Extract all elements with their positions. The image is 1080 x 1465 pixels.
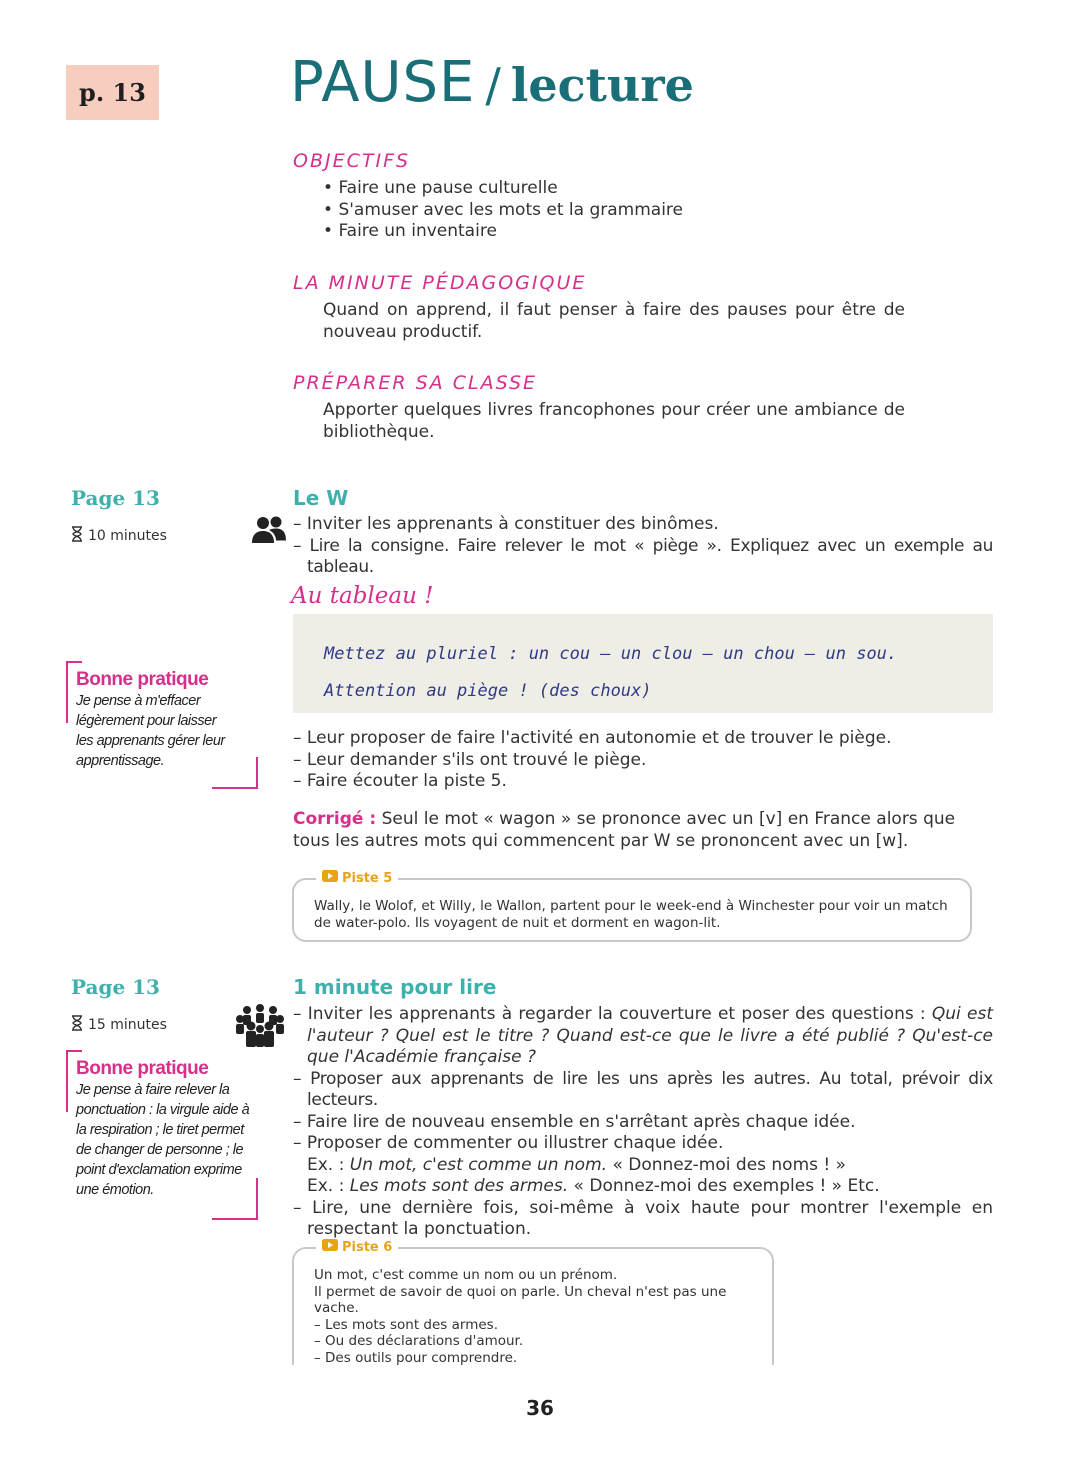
bonne-pratique-text: Je pense à faire relever la ponctuation : la virgule aide à la respiration ; le tiret permet de changer de personne ; le point d'exclamation exprime une émotion. xyxy=(76,1082,250,1198)
activity2-page-label: Page 13 xyxy=(71,975,160,999)
activity1-steps-after xyxy=(293,728,993,793)
play-icon xyxy=(322,870,338,886)
list-item: Ex. : Les mots sont des armes. « Donnez-moi des exemples ! » Etc. xyxy=(307,1176,880,1196)
tableau-title: Au tableau ! xyxy=(291,583,434,609)
bonne-pratique-title: Bonne pratique xyxy=(76,669,209,690)
hourglass-icon xyxy=(71,1015,83,1035)
list-item: Ex. : Un mot, c'est comme un nom. « Donnez-moi des noms ! » xyxy=(307,1154,847,1175)
list-item: – Inviter les apprenants à regarder la couverture et poser des questions : Qui est l'auteur ? Quel est le titre ? Quand est-ce que le livre a été publié ? Qu'est-ce que l'Académie française ? xyxy=(293,1004,993,1067)
list-item: – Faire lire de nouveau ensemble en s'arrêtant après chaque idée. xyxy=(293,1111,856,1132)
list-item: – Proposer aux apprenants de lire les uns après les autres. Au total, prévoir dix lecteurs. xyxy=(293,1068,993,1110)
list-item: • S'amuser avec les mots et la grammaire xyxy=(323,199,683,220)
list-item: – Leur proposer de faire l'activité en autonomie et de trouver le piège. xyxy=(293,728,892,748)
page-badge: p. 13 xyxy=(66,65,159,120)
activity1-duration: 10 minutes xyxy=(71,526,167,546)
piste6-tag[interactable]: Piste 6 xyxy=(316,1239,398,1255)
board-box xyxy=(293,614,993,713)
preparer-heading: PRÉPARER SA CLASSE xyxy=(293,372,538,394)
list-item: – Leur demander s'ils ont trouvé le piège. xyxy=(293,749,647,770)
list-item: – Inviter les apprenants à constituer des binômes. xyxy=(293,514,719,534)
activity2-steps xyxy=(293,1004,993,1241)
list-item: – Proposer de commenter ou illustrer chaque idée. xyxy=(293,1133,724,1153)
objectifs-heading: OBJECTIFS xyxy=(293,150,411,172)
bonne-pratique-text: Je pense à m'effacer légèrement pour laisser les apprenants gérer leur apprentissage. xyxy=(76,693,225,769)
corrige xyxy=(293,809,978,852)
list-item: • Faire une pause culturelle xyxy=(323,178,558,198)
bonne-pratique-title: Bonne pratique xyxy=(76,1058,209,1079)
activity1-page-label: Page 13 xyxy=(71,486,160,510)
activity2-title: 1 minute pour lire xyxy=(293,975,497,999)
bonne-pratique-1 xyxy=(66,661,258,789)
preparer-text: Apporter quelques livres francophones pour créer une ambiance de bibliothèque. xyxy=(323,400,905,442)
activity1-steps-before xyxy=(293,514,993,579)
bonne-pratique-2 xyxy=(66,1050,258,1222)
board-line-1: Mettez au pluriel : un cou – un clou – un chou – un sou. xyxy=(324,644,898,664)
page-number: 36 xyxy=(526,1396,554,1420)
title-main: PAUSE xyxy=(290,50,476,115)
title-sub: lecture xyxy=(510,58,694,112)
corrige-label: Corrigé : xyxy=(293,809,377,829)
page-title xyxy=(290,50,694,115)
board-line-2: Attention au piège ! (des choux) xyxy=(324,681,652,701)
piste6-text: Un mot, c'est comme un nom ou un prénom. Il permet de savoir de quoi on parle. Un cheval n'est pas une vache. – Les mots sont des armes. – Ou des déclarations d'amour. – Des outils pour comprendre. xyxy=(314,1267,727,1366)
minute-text: Quand on apprend, il faut penser à faire des pauses pour être de nouveau productif. xyxy=(323,300,905,342)
list-item: – Faire écouter la piste 5. xyxy=(293,771,507,791)
play-icon xyxy=(322,1239,338,1255)
activity2-duration: 15 minutes xyxy=(71,1015,167,1035)
piste5-tag[interactable]: Piste 5 xyxy=(316,870,398,886)
list-item: – Lire, une dernière fois, soi-même à voix haute pour montrer l'exemple en respectant la ponctuation. xyxy=(293,1197,993,1239)
title-separator: / xyxy=(485,58,501,112)
group-work-icon xyxy=(235,1004,285,1052)
objectifs-list xyxy=(323,178,683,243)
list-item: – Lire la consigne. Faire relever le mot « piège ». Expliquez avec un exemple au tableau. xyxy=(293,535,993,577)
piste6-box xyxy=(292,1239,774,1379)
corrige-text: Seul le mot « wagon » se prononce avec un [v] en France alors que tous les autres mots qui commencent par W se prononcent avec un [w]. xyxy=(293,809,956,851)
pair-work-icon xyxy=(252,516,286,548)
minute-heading: LA MINUTE PÉDAGOGIQUE xyxy=(293,272,587,294)
piste5-text: Wally, le Wolof, et Willy, le Wallon, partent pour le week-end à Winchester pour voir un match de water-polo. Ils voyagent de nuit et dorment en wagon-lit. xyxy=(314,898,948,931)
activity1-title: Le W xyxy=(293,486,349,510)
hourglass-icon xyxy=(71,526,83,546)
list-item: • Faire un inventaire xyxy=(323,221,497,241)
piste5-box xyxy=(292,870,972,942)
